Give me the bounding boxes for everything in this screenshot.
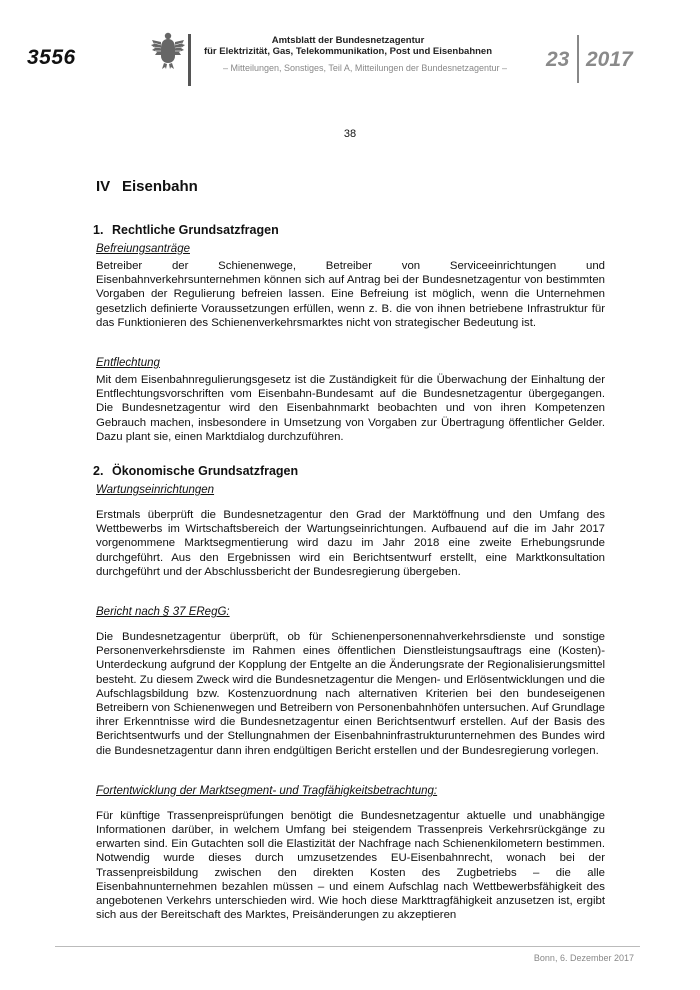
subsection-number: 1.: [93, 223, 104, 237]
paragraph: Erstmals überprüft die Bundesnetzagentur den Grad der Marktöffnung und den Umfang des Wettbewerbs im Wirtschaftsbereich der Wartungseinrichtungen. Aufbauend auf die im Jahr 2017 vorgenommene Marktsegmentierung wird dazu im Jahr 2018 eine zweite Erhebungsrunde durchgeführt. Aus den Ergebnissen wird ein Berichtsentwurf erstellt, eine Marktkonsultation durchgeführt und der Abschlussbericht der Bundesregierung übergeben.: [96, 509, 605, 578]
block-label: Bericht nach § 37 ERegG:: [96, 606, 230, 619]
federal-eagle-icon: [150, 30, 186, 70]
subsection-number: 2.: [93, 464, 104, 479]
document-body: [93, 178, 605, 923]
section-heading: [96, 178, 605, 195]
header-divider-left: [188, 34, 191, 86]
subsection-title: Rechtliche Grundsatzfragen: [112, 223, 279, 237]
subsection-heading: [93, 464, 605, 478]
footer-divider: [55, 946, 640, 947]
subsection-heading: [93, 223, 605, 237]
footer-place-date: Bonn, 6. Dezember 2017: [533, 953, 634, 963]
gazette-title-subline: für Elektrizität, Gas, Telekommunikation, Post und Eisenbahnen: [203, 46, 493, 57]
section-title: Eisenbahn: [122, 178, 198, 195]
issue-number: 23: [546, 48, 570, 71]
issue-year: 2017: [586, 48, 633, 71]
paragraph: Betreiber der Schienenwege, Betreiber von Serviceeinrichtungen und Eisenbahnverkehrsunternehmen können sich auf Antrag bei der Bundesnetzagentur von bestimmten Vorgaben der Regulierung befreien lassen. Eine Befreiung ist möglich, wenn die Unternehmen gesetzlich definierte Voraussetzungen erfüllen, wenn z. B. die von ihnen betriebene Infrastruktur für das Funktionieren des Schienenverkehrsmarktes nicht von strategischer Bedeutung ist.: [96, 260, 605, 329]
paragraph: Für künftige Trassenpreisprüfungen benötigt die Bundesnetzagentur aktuelle und unabhängige Informationen darüber, in welchem Umfang bei steigendem Trassenpreis Verkehrsrückgänge zu erwarten sind. Ein Gutachten soll die Elastizität der Nachfrage nach Schienenkilometern bestimmen. Notwendig wurde dieses durch umzusetzendes EU-Eisenbahnrecht, wonach bei der Trassenpreisbildung zwischen den direkten Kosten des Zugbetriebs – die alle Eisenbahnunternehmen bezahlen müssen – und einem Aufschlag nach Wettbewerbsfähigkeit des angebotenen Verkehrs unterschieden wird. Wie hoch diese Markttragfähigkeit anzusetzen ist, ergibt sich aus der Bereitschaft des Marktes, Preisänderungen zu akzeptieren: [96, 809, 605, 922]
page-header: [0, 0, 700, 95]
paragraph: Die Bundesnetzagentur überprüft, ob für Schienenpersonennahverkehrsdienste und sonstige Personenverkehrsdienste im Rahmen eines öffentlichen Dienstleistungsauftrags eine (Kosten)-Unterdeckung aufgrund der Kopplung der Entgelte an die Änderungsrate der Regionalisierungsmittel besteht. Zu diesem Zweck wird die Bundesnetzagentur die Mengen- und Erlösentwicklungen und die Aufschlagsbildung bzw. Kostenzuordnung nach alternativen Kriterien bei den bundeseigenen Betreibern von Schienenwegen und Betreibern von Personenbahnhöfen untersuchen. Auf Grundlage ihrer Erkenntnisse wird die Bundesnetzagentur einen Berichtsentwurf erstellen. Auf der Basis des Berichtsentwurfs und der Stellungnahmen der Eisenbahninfrastrukturunternehmen des Bundes wird die Bundesnetzagentur dann ihren endgültigen Bericht erstellen und der Bundesregierung vorlegen.: [96, 631, 605, 757]
block-label: Wartungseinrichtungen: [96, 484, 215, 497]
gazette-section-subtitle: – Mitteilungen, Sonstiges, Teil A, Mitteilungen der Bundesnetzagentur –: [222, 63, 507, 73]
document-page-number: 38: [343, 128, 357, 140]
header-divider-right: [577, 35, 579, 83]
block-label: Befreiungsanträge: [96, 243, 190, 255]
block-label: Entflechtung: [96, 357, 160, 370]
page-number: 3556: [27, 46, 76, 69]
section-number: IV: [96, 178, 111, 195]
paragraph: Mit dem Eisenbahnregulierungsgesetz ist die Zuständigkeit für die Überwachung der Einhaltung der Entflechtungsvorschriften vom Eisenbahn-Bundesamt auf die Bundesnetzagentur übergegangen. Die Bundesnetzagentur wird den Eisenbahnmarkt beobachten und von ihren Kompetenzen Gebrauch machen, insbesondere in Umsetzung von Vorgaben zur Übertragung öffentlicher Gelder. Dazu plant sie, einen Marktdialog durchzuführen.: [96, 374, 605, 443]
subsection-title: Ökonomische Grundsatzfragen: [112, 464, 299, 479]
block-label: Fortentwicklung der Marktsegment- und Tragfähigkeitsbetrachtung:: [96, 784, 438, 797]
gazette-title: Amtsblatt der Bundesnetzagentur: [271, 35, 425, 46]
